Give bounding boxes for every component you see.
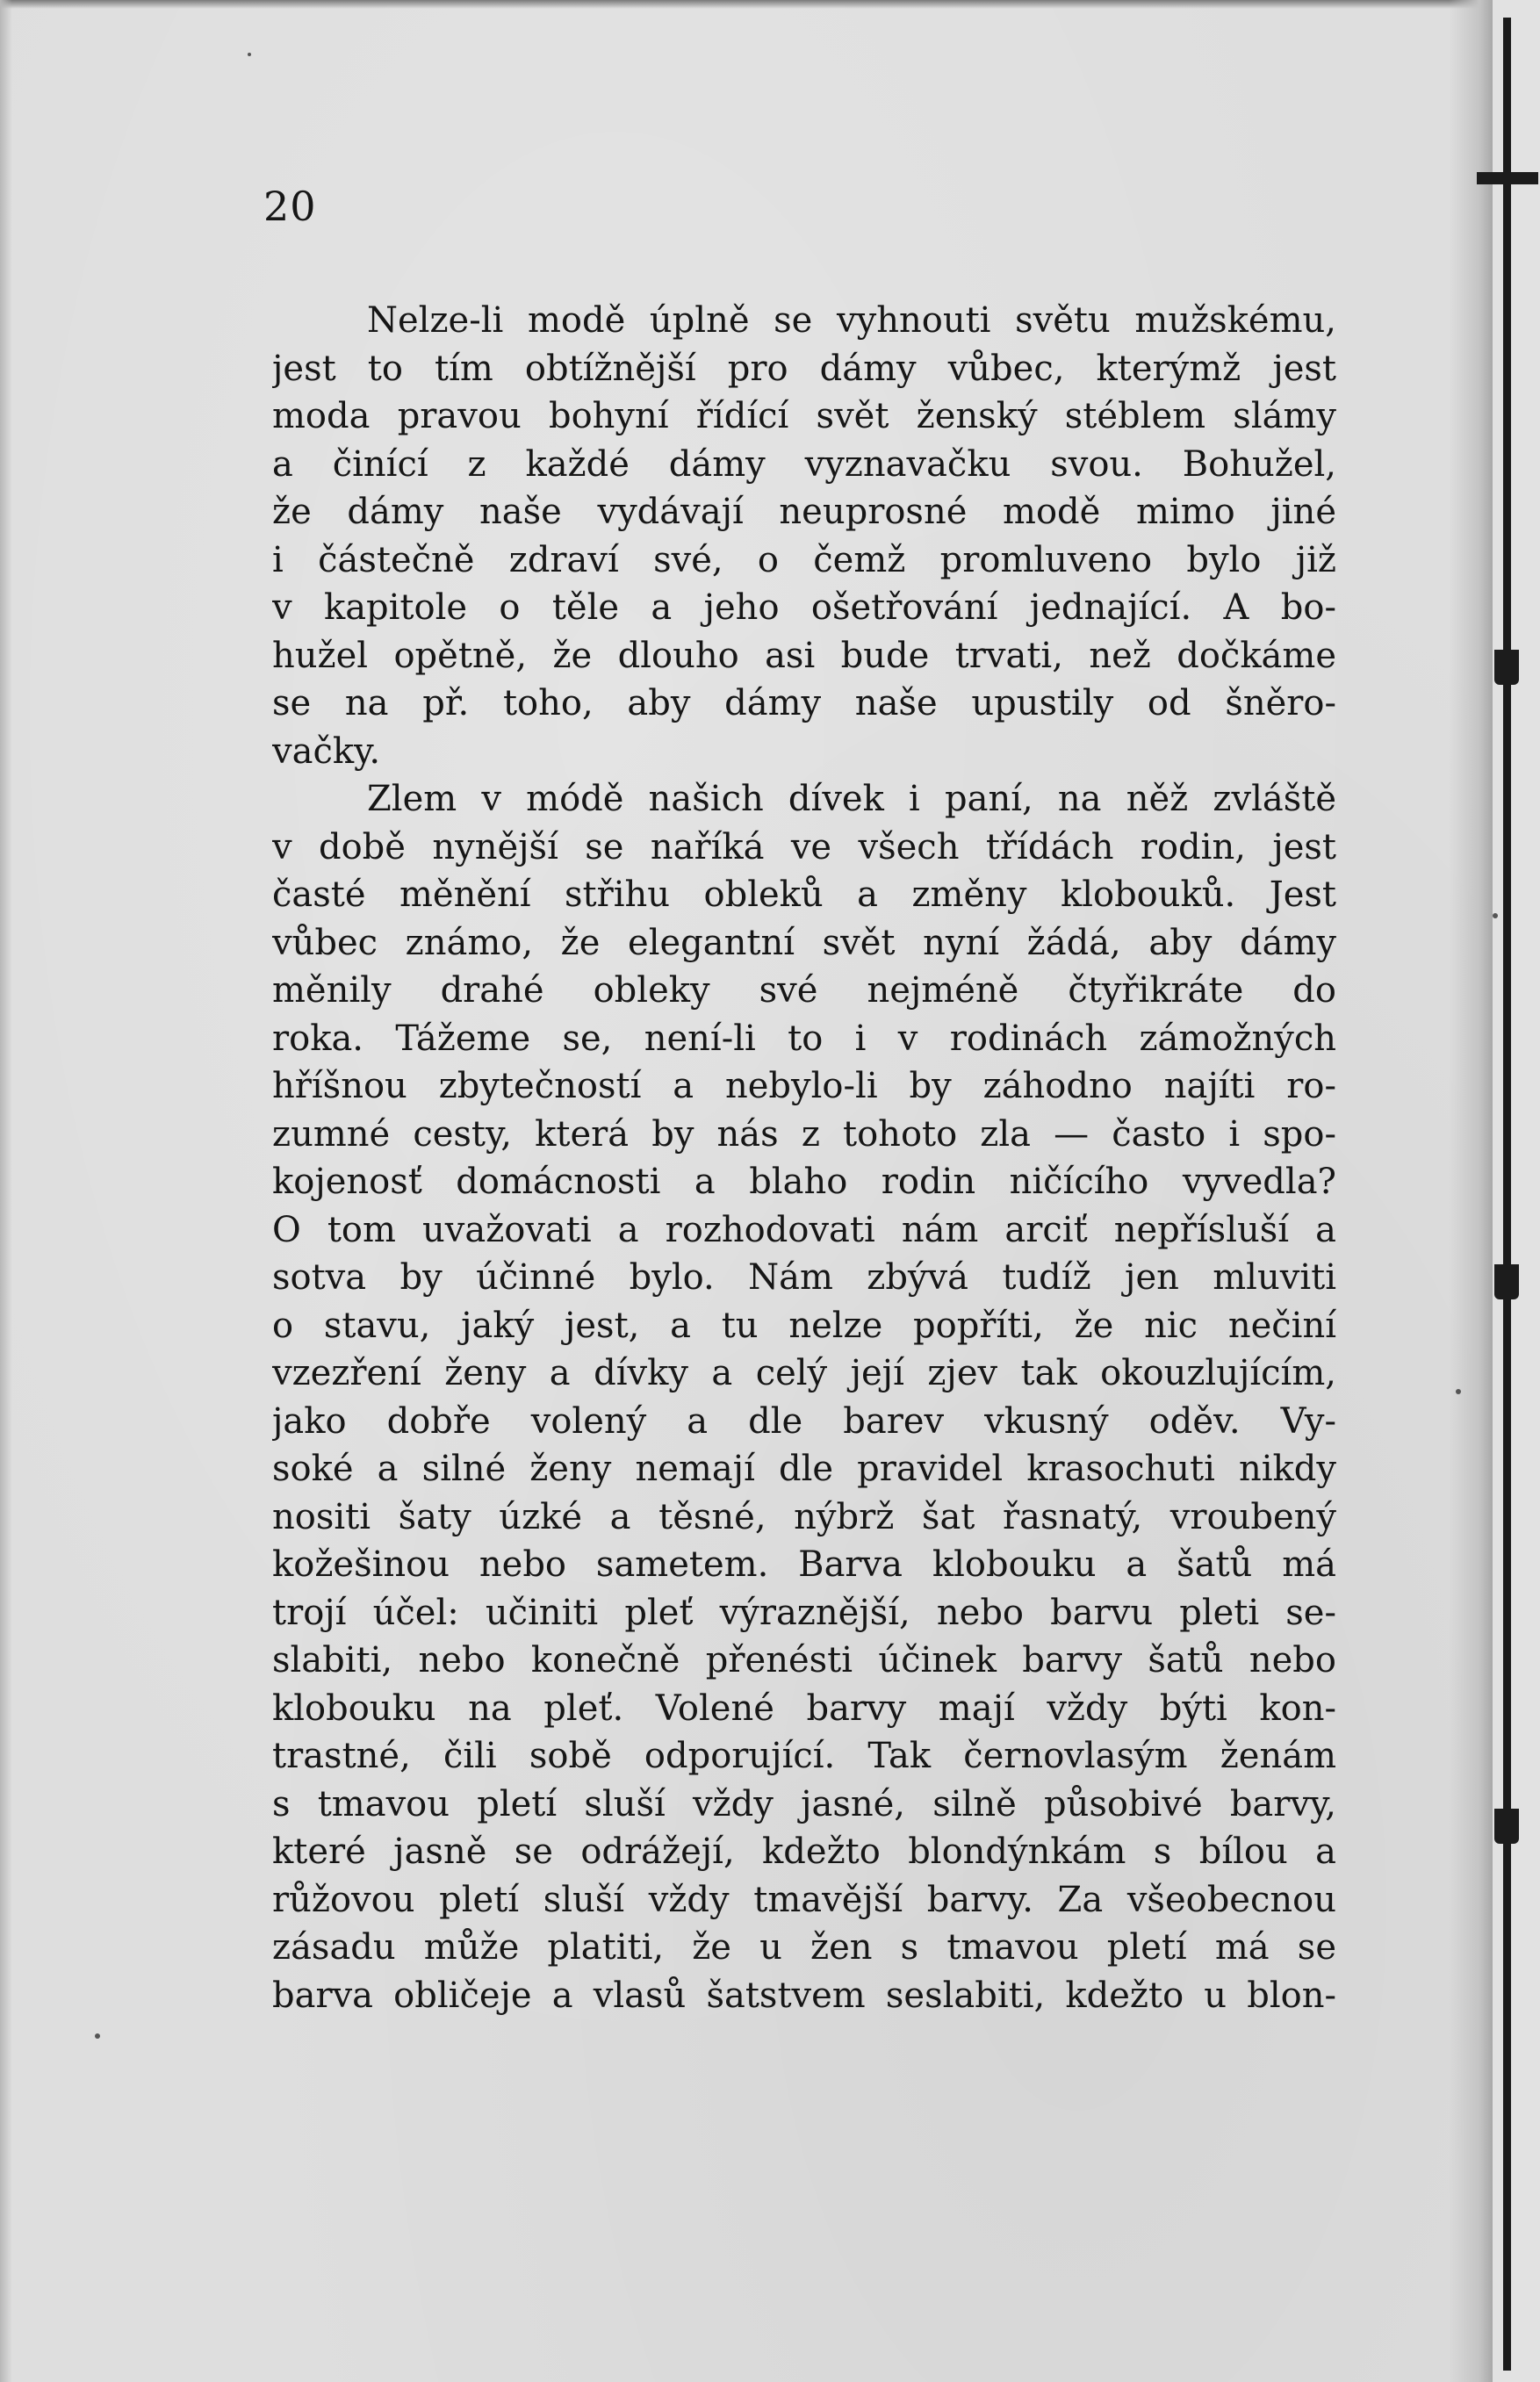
text-line: s tmavou pletí sluší vždy jasné, silně působivé barvy, xyxy=(272,1783,1336,1824)
text-line: v kapitole o těle a jeho ošetřování jednající. A bo- xyxy=(272,587,1336,628)
text-line: zumné cesty, která by nás z tohoto zla — často i spo- xyxy=(272,1113,1336,1155)
text-line: které jasně se odrážejí, kdežto blondýnkám s bílou a xyxy=(272,1831,1336,1872)
text-line: v době nynější se naříká ve všech třídách rodin, jest xyxy=(272,826,1336,867)
text-line: Nelze-li modě úplně se vyhnouti světu mužskému, xyxy=(367,300,1336,341)
text-line: vzezření ženy a dívky a celý její zjev tak okouzlujícím, xyxy=(272,1353,1336,1393)
text-line: měnily drahé obleky své nejméně čtyřikráte do xyxy=(272,970,1336,1011)
text-line: kožešinou nebo sametem. Barva klobouku a šatů má xyxy=(272,1544,1336,1585)
page-top-edge xyxy=(0,0,1540,9)
text-line: a činící z každé dámy vyznavačku svou. Bohužel, xyxy=(272,443,1336,485)
text-line: zásadu může platiti, že u žen s tmavou pletí má se xyxy=(272,1927,1336,1968)
text-line: jako dobře volený a dle barev vkusný oděv. Vy- xyxy=(272,1400,1336,1442)
text-line: jest to tím obtížnější pro dámy vůbec, kterýmž jest xyxy=(272,348,1336,389)
text-line: trojí účel: učiniti pleť výraznější, nebo barvu pleti se- xyxy=(272,1592,1336,1633)
text-line: hříšnou zbytečností a nebylo-li by záhodno najíti ro- xyxy=(272,1066,1336,1106)
scan-speck xyxy=(1493,913,1498,918)
spine-binding-notch xyxy=(1494,1809,1519,1844)
text-line: moda pravou bohyní řídící svět ženský stéblem slámy xyxy=(272,396,1336,436)
text-line: růžovou pletí sluší vždy tmavější barvy. Za všeobecnou xyxy=(272,1879,1336,1920)
text-line: vačky. xyxy=(272,730,381,772)
text-line: hužel opětně, že dlouho asi bude trvati, než dočkáme xyxy=(272,635,1336,676)
text-line: že dámy naše vydávají neuprosné modě mimo jiné xyxy=(272,492,1336,532)
text-line: sotva by účinné bylo. Nám zbývá tudíž jen mluviti xyxy=(272,1257,1336,1298)
text-line: i částečně zdraví své, o čemž promluveno bylo již xyxy=(272,539,1336,580)
spine-binding-notch xyxy=(1494,650,1519,685)
scan-speck xyxy=(95,2033,100,2039)
text-line: časté měnění střihu obleků a změny klobouků. Jest xyxy=(272,874,1336,915)
text-line: vůbec známo, že elegantní svět nyní žádá, aby dámy xyxy=(272,922,1336,963)
body-text xyxy=(272,297,1336,2019)
spine-shadow xyxy=(1449,0,1493,2382)
scan-speck xyxy=(1456,1389,1461,1394)
text-line: Zlem v módě našich dívek i paní, na něž zvláště xyxy=(367,779,1336,819)
text-line: slabiti, nebo konečně přenésti účinek barvy šatů nebo xyxy=(272,1640,1336,1680)
text-line: se na př. toho, aby dámy naše upustily od šněro- xyxy=(272,683,1336,723)
spine-binding-line xyxy=(1503,18,1511,2371)
text-line: barva obličeje a vlasů šatstvem seslabiti, kdežto u blon- xyxy=(272,1975,1336,2016)
text-line: O tom uvažovati a rozhodovati nám arciť nepřísluší a xyxy=(272,1209,1336,1250)
page-left-edge xyxy=(0,0,12,2382)
text-line: nositi šaty úzké a těsné, nýbrž šat řasnatý, vroubený xyxy=(272,1496,1336,1537)
scan-speck xyxy=(248,53,251,56)
page-number: 20 xyxy=(263,183,317,230)
book-spine xyxy=(1493,0,1540,2382)
text-line: klobouku na pleť. Volené barvy mají vždy býti kon- xyxy=(272,1688,1336,1729)
text-line: roka. Tážeme se, není-li to i v rodinách zámožných xyxy=(272,1018,1336,1059)
spine-binding-tick xyxy=(1477,172,1538,184)
text-line: trastné, čili sobě odporující. Tak černovlasým ženám xyxy=(272,1736,1336,1776)
text-line: o stavu, jaký jest, a tu nelze popříti, že nic nečiní xyxy=(272,1305,1336,1346)
text-line: soké a silné ženy nemají dle pravidel krasochuti nikdy xyxy=(272,1449,1336,1489)
text-line: kojenosť domácnosti a blaho rodin ničícího vyvedla? xyxy=(272,1162,1336,1202)
spine-binding-notch xyxy=(1494,1264,1519,1299)
